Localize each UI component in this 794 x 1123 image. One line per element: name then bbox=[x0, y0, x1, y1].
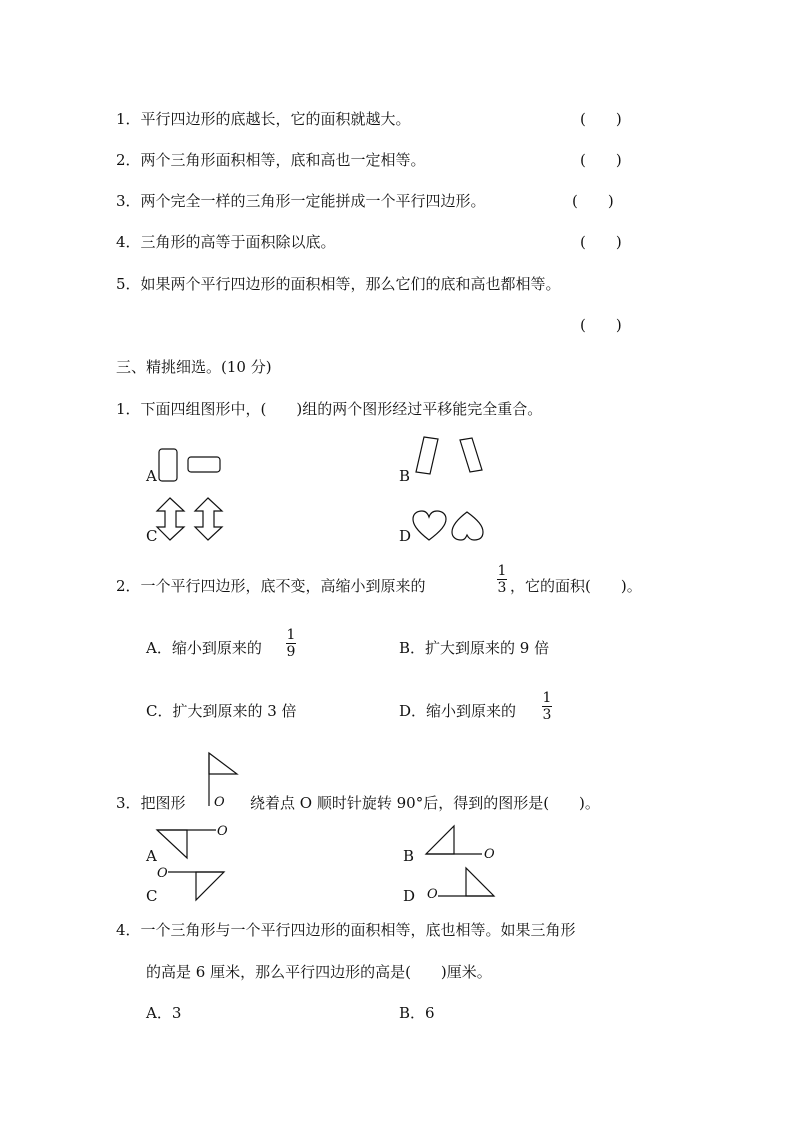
item-text: 三角形的高等于面积除以底。 bbox=[140, 233, 336, 251]
question-number: 1． bbox=[116, 400, 141, 418]
point-o-d: O bbox=[427, 887, 438, 902]
question-number: 4． bbox=[116, 921, 141, 939]
fraction-one-third-d bbox=[542, 691, 552, 722]
item-number: 1． bbox=[116, 110, 141, 128]
point-o-b: O bbox=[484, 847, 495, 862]
option-c[interactable]: C．扩大到原来的 3 倍 bbox=[146, 702, 297, 720]
item-text: 平行四边形的底越长，它的面积就越大。 bbox=[140, 110, 411, 128]
option-a-figure bbox=[158, 448, 228, 484]
section-title: 三、精挑细选。(10 分) bbox=[116, 358, 272, 376]
judge-item-2 bbox=[116, 150, 426, 170]
item-number: 2． bbox=[116, 151, 141, 169]
judge-item-1 bbox=[116, 109, 411, 129]
fraction-one-ninth bbox=[286, 628, 296, 659]
point-o-label: O bbox=[214, 795, 225, 810]
option-b[interactable]: B．扩大到原来的 9 倍 bbox=[399, 639, 550, 657]
item-text: 如果两个平行四边形的面积相等，那么它们的底和高也都相等。 bbox=[140, 275, 561, 293]
answer-paren-5[interactable]: ( ) bbox=[580, 316, 622, 334]
fraction-numerator: 1 bbox=[286, 627, 296, 643]
answer-paren-1[interactable]: ( ) bbox=[580, 110, 622, 128]
question-3-tail: 绕着点 O 顺时针旋转 90°后，得到的图形是( )。 bbox=[250, 794, 600, 812]
option-a-label[interactable]: A bbox=[146, 467, 157, 485]
answer-paren-3[interactable]: ( ) bbox=[572, 192, 614, 210]
fraction-denominator: 9 bbox=[286, 644, 296, 660]
question-2 bbox=[116, 576, 426, 596]
question-number: 2． bbox=[116, 577, 141, 595]
fraction-one-third bbox=[497, 564, 507, 595]
fraction-denominator: 3 bbox=[542, 707, 552, 723]
answer-paren-4[interactable]: ( ) bbox=[580, 233, 622, 251]
option-d-figure bbox=[412, 510, 488, 544]
point-o-c: O bbox=[157, 866, 168, 881]
item-number: 5． bbox=[116, 275, 141, 293]
fraction-denominator: 3 bbox=[497, 580, 507, 596]
judge-item-3 bbox=[116, 191, 486, 211]
question-1 bbox=[116, 399, 542, 419]
judge-item-4 bbox=[116, 232, 336, 252]
question-text: 一个平行四边形，底不变，高缩小到原来的 bbox=[140, 577, 426, 595]
question-3 bbox=[116, 793, 186, 813]
option-text: D．缩小到原来的 bbox=[399, 702, 517, 720]
option-c-label[interactable]: C bbox=[146, 887, 158, 905]
item-text: 两个三角形面积相等，底和高也一定相等。 bbox=[140, 151, 426, 169]
question-4-line2: 的高是 6 厘米，那么平行四边形的高是( )厘米。 bbox=[146, 963, 492, 981]
option-b-figure bbox=[410, 436, 490, 484]
option-text: A．缩小到原来的 bbox=[146, 639, 262, 657]
option-c-label[interactable]: C bbox=[146, 527, 158, 545]
option-d-figure bbox=[436, 866, 500, 900]
option-d[interactable] bbox=[399, 701, 516, 721]
option-a[interactable]: A．3 bbox=[146, 1004, 182, 1022]
fraction-numerator: 1 bbox=[497, 563, 507, 579]
option-c-figure bbox=[164, 868, 234, 904]
option-d-label[interactable]: D bbox=[399, 527, 412, 545]
option-b[interactable]: B．6 bbox=[399, 1004, 435, 1022]
question-text: 下面四组图形中，( )组的两个图形经过平移能完全重合。 bbox=[140, 400, 543, 418]
option-c-figure bbox=[156, 497, 228, 543]
option-d-label[interactable]: D bbox=[403, 887, 416, 905]
item-text: 两个完全一样的三角形一定能拼成一个平行四边形。 bbox=[140, 192, 486, 210]
option-a[interactable] bbox=[146, 638, 262, 658]
judge-item-5 bbox=[116, 274, 561, 294]
item-number: 4． bbox=[116, 233, 141, 251]
question-number: 3． bbox=[116, 794, 141, 812]
item-number: 3． bbox=[116, 192, 141, 210]
fraction-numerator: 1 bbox=[542, 690, 552, 706]
option-a-label[interactable]: A bbox=[146, 847, 157, 865]
answer-paren-2[interactable]: ( ) bbox=[580, 151, 622, 169]
question-text: 一个三角形与一个平行四边形的面积相等，底也相等。如果三角形 bbox=[140, 921, 576, 939]
question-2-tail: ，它的面积( )。 bbox=[510, 577, 642, 595]
question-text: 把图形 bbox=[140, 794, 186, 812]
option-b-label[interactable]: B bbox=[403, 847, 415, 865]
option-b-label[interactable]: B bbox=[399, 467, 411, 485]
question-4 bbox=[116, 920, 576, 940]
point-o-a: O bbox=[217, 824, 228, 839]
